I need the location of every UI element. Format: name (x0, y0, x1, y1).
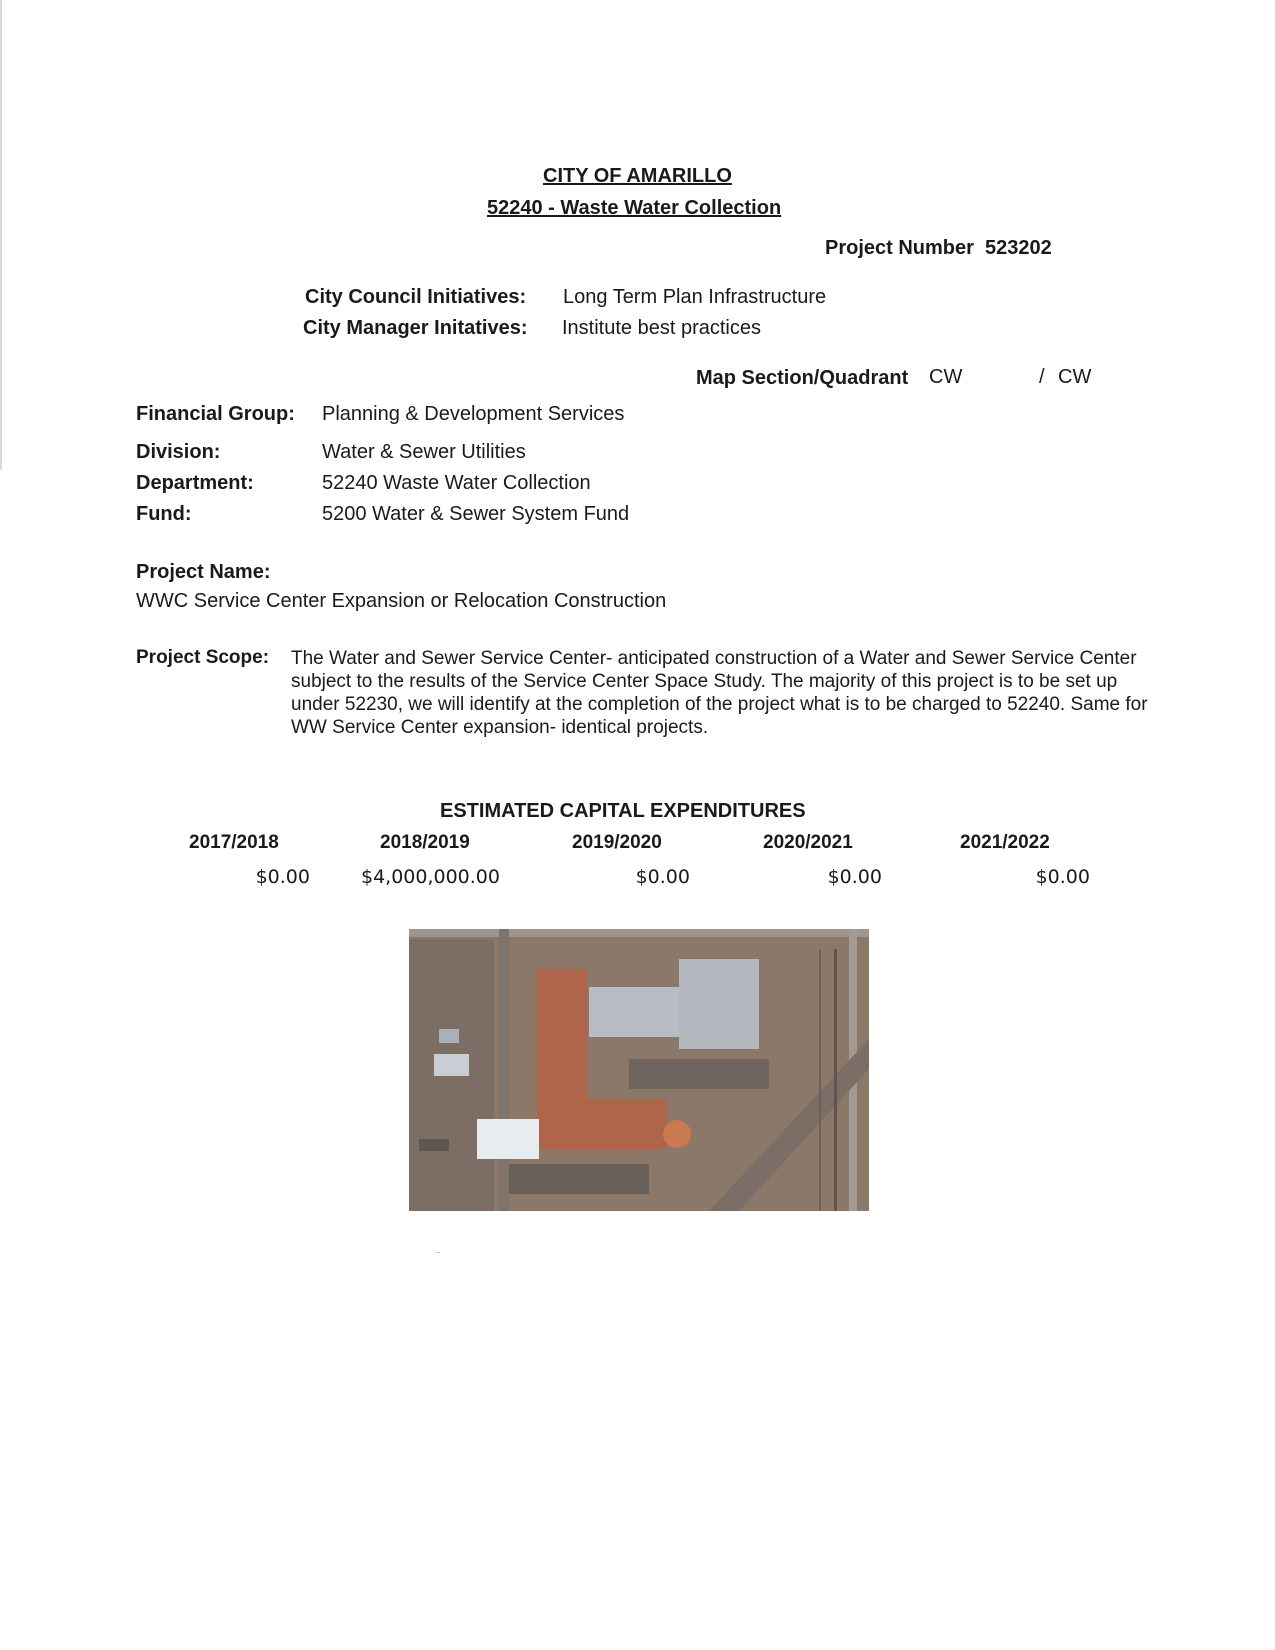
amount-2020-2021: $0.00 (827, 866, 882, 888)
aerial-photo-drawing (409, 929, 869, 1211)
year-2018-2019: 2018/2019 (380, 832, 470, 853)
financial-group-label: Financial Group: (136, 403, 295, 425)
project-scope-label: Project Scope: (136, 647, 270, 668)
map-quadrant-value: CW (1058, 366, 1092, 388)
map-section-value: CW (929, 366, 963, 388)
map-section-label: Map Section/Quadrant (696, 367, 909, 389)
amount-2018-2019: $4,000,000.00 (360, 866, 500, 888)
year-2017-2018: 2017/2018 (189, 832, 279, 853)
amount-2021-2022: $0.00 (1035, 866, 1090, 888)
year-2021-2022: 2021/2022 (960, 832, 1050, 853)
year-2020-2021: 2020/2021 (763, 832, 853, 853)
project-name-label: Project Name: (136, 561, 271, 583)
aerial-photo (409, 929, 869, 1211)
department-value: 52240 Waste Water Collection (322, 472, 591, 494)
map-slash: / (1039, 366, 1045, 388)
manager-initiatives-value: Institute best practices (562, 317, 761, 339)
council-initiatives-value: Long Term Plan Infrastructure (563, 286, 827, 308)
city-title: CITY OF AMARILLO (543, 165, 732, 187)
scan-edge (0, 0, 2, 470)
division-value: Water & Sewer Utilities (322, 441, 526, 463)
financial-group-value: Planning & Development Services (322, 403, 625, 425)
department-label: Department: (136, 472, 254, 494)
scan-speck (436, 1252, 440, 1253)
amount-2017-2018: $0.00 (255, 866, 310, 888)
amount-2019-2020: $0.00 (635, 866, 690, 888)
expenditures-title: ESTIMATED CAPITAL EXPENDITURES (440, 800, 806, 822)
manager-initiatives-label: City Manager Initatives: (303, 317, 528, 339)
project-number: 523202 (985, 237, 1052, 259)
project-number-label: Project Number (825, 237, 974, 259)
project-scope-value: The Water and Sewer Service Center- anticipated construction of a Water and Sewer Service Center subject to the results of the Service Center Space Study. The majority of this project is to be set up under 52230, we will identify at the completion of the project what is to be charged to 52240. Same for WW Service Center expansion- identical projects. (291, 648, 1148, 738)
department-title: 52240 - Waste Water Collection (487, 197, 782, 219)
project-name-value: WWC Service Center Expansion or Relocation Construction (136, 590, 667, 612)
year-2019-2020: 2019/2020 (572, 832, 662, 853)
division-label: Division: (136, 441, 221, 463)
fund-label: Fund: (136, 503, 192, 525)
council-initiatives-label: City Council Initiatives: (305, 286, 527, 308)
fund-value: 5200 Water & Sewer System Fund (322, 503, 630, 525)
